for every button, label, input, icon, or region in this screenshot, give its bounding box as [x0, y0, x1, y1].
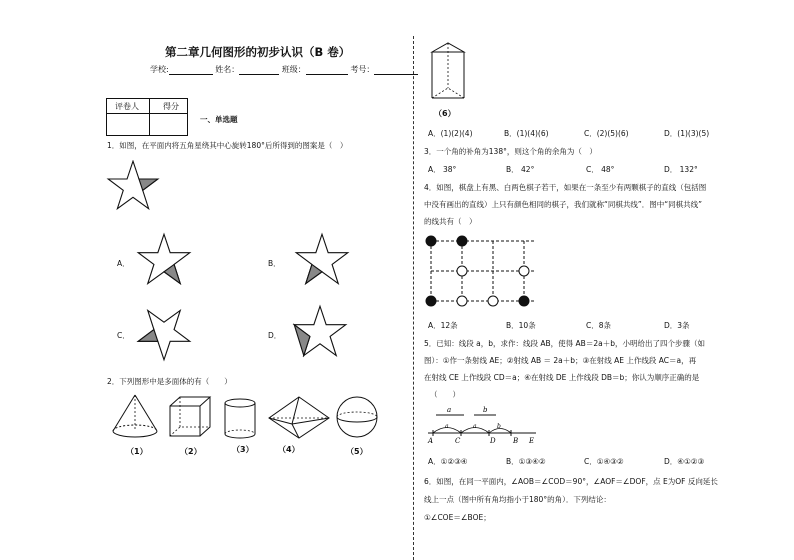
class-label: 班级： [281, 65, 306, 74]
double-pyramid-figure [266, 394, 332, 440]
q6-stem-line-1: 6．如图，在同一平面内，∠AOB＝∠COD＝90°，∠AOF＝∠DOF，点 E为OF 反向延长 [424, 477, 718, 486]
q4-stem-line-3: 的线共有（ ） [424, 217, 477, 226]
q4-stem-line-2: 中没有画出的直线）上只有颜色相同的棋子，我们就称“同棋共线”．图中“同棋共线” [424, 200, 703, 209]
grader-header: 评卷人 [115, 102, 139, 111]
point-label-d: D [490, 437, 496, 445]
triangular-prism-figure [426, 40, 470, 104]
q4-option-c[interactable]: C．8条 [586, 321, 612, 330]
q5-stem-line-2: 图）：①作一条射线 AE；②射线 AB ＝ 2a＋b；③在射线 AE 上作线段 AC＝a，再 [424, 356, 697, 365]
point-label-b: B [513, 437, 519, 445]
q6-stem-line-3: ①∠COE＝∠BOE； [424, 513, 491, 522]
q1-option-a[interactable]: A． [117, 259, 130, 268]
seg-label-a: a [447, 406, 452, 414]
q5-stem-line-1: 5．已知：线段 a，b，求作：线段 AB，使得 AB＝2a＋b，小明给出了四个步骤（如 [424, 339, 705, 348]
q5-stem-line-4: （ ） [430, 390, 460, 399]
q4-stem-line-1: 4．如图，棋盘上有黑、白两色棋子若干，如果在一条至少有两颗棋子的直线（包括图 [424, 183, 707, 192]
q3-option-c[interactable]: C． 48° [586, 165, 615, 174]
sphere-figure [334, 394, 380, 440]
q5-stem-line-3: 在射线 CE 上作线段 CD＝a；④在射线 DE 上作线段 DB＝b；你认为顺序正确的是 [424, 373, 700, 382]
caption-3: （3） [232, 445, 254, 454]
exam-number-label: 考号： [350, 65, 375, 74]
q3-option-a[interactable]: A． 38° [428, 165, 457, 174]
q1-option-d-star [292, 304, 348, 360]
cube-figure [166, 394, 214, 440]
q4-option-d[interactable]: D．3条 [664, 321, 690, 330]
q5-option-a[interactable]: A．①②③④ [428, 457, 468, 466]
q5-option-b[interactable]: B．①③④② [506, 457, 546, 466]
seg-label-b: b [483, 406, 488, 414]
student-info-line [150, 64, 418, 75]
q3-option-d[interactable]: D． 132° [664, 165, 698, 174]
q1-reference-star [106, 160, 160, 212]
name-blank[interactable] [239, 65, 279, 75]
q2-option-b[interactable]: B．(1)(4)(6) [504, 129, 549, 138]
q2-option-c[interactable]: C．(2)(5)(6) [584, 129, 629, 138]
q4-option-a[interactable]: A．12条 [428, 321, 458, 330]
caption-4: （4） [278, 445, 300, 454]
q1-option-c[interactable]: C． [117, 331, 130, 340]
point-label-e: E [529, 437, 535, 445]
q1-option-b[interactable]: B． [268, 259, 281, 268]
seg-label-a3: a [473, 423, 477, 430]
chessboard-figure [424, 234, 544, 310]
caption-1: （1） [126, 447, 148, 456]
cylinder-figure [222, 396, 258, 442]
exam-number-blank[interactable] [374, 65, 418, 75]
page-title: 第二章几何图形的初步认识（B 卷） [165, 45, 351, 59]
segment-construction-figure [424, 404, 540, 446]
school-blank[interactable] [169, 65, 213, 75]
q2-option-d[interactable]: D．(1)(3)(5) [664, 129, 710, 138]
q5-option-c[interactable]: C．①④③② [584, 457, 624, 466]
column-divider [413, 36, 414, 560]
seg-label-a2: a [445, 423, 449, 430]
class-blank[interactable] [306, 65, 348, 75]
q3-stem: 3．一个角的补角为138°，则这个角的余角为（ ） [424, 147, 597, 156]
q2-option-a[interactable]: A．(1)(2)(4) [428, 129, 473, 138]
section-heading: 一、单选题 [200, 115, 238, 124]
q1-stem: 1．如图，在平面内将五角星绕其中心旋转180°后所得到的图案是（ ） [107, 141, 348, 150]
q3-option-b[interactable]: B． 42° [506, 165, 535, 174]
q1-option-b-star [294, 232, 350, 288]
caption-5: （5） [346, 447, 368, 456]
score-header: 得分 [163, 102, 179, 111]
point-label-c: C [455, 437, 461, 445]
school-label: 学校: [150, 65, 169, 74]
point-label-a: A [428, 437, 434, 445]
q2-stem: 2．下列图形中是多面体的有（ ） [107, 377, 232, 386]
caption-2: （2） [180, 447, 202, 456]
q1-option-d[interactable]: D． [268, 331, 282, 340]
caption-6: （6） [434, 109, 456, 118]
q5-option-d[interactable]: D．④①②③ [664, 457, 705, 466]
q6-stem-line-2: 线上一点（图中所有角均指小于180°的角）．下列结论： [424, 495, 611, 504]
name-label: 姓名： [215, 65, 240, 74]
score-table [106, 98, 188, 136]
seg-label-b2: b [497, 423, 501, 430]
cone-figure [108, 392, 162, 442]
q4-option-b[interactable]: B．10条 [506, 321, 536, 330]
q1-option-a-star [136, 232, 192, 288]
q1-option-c-star [136, 306, 192, 362]
